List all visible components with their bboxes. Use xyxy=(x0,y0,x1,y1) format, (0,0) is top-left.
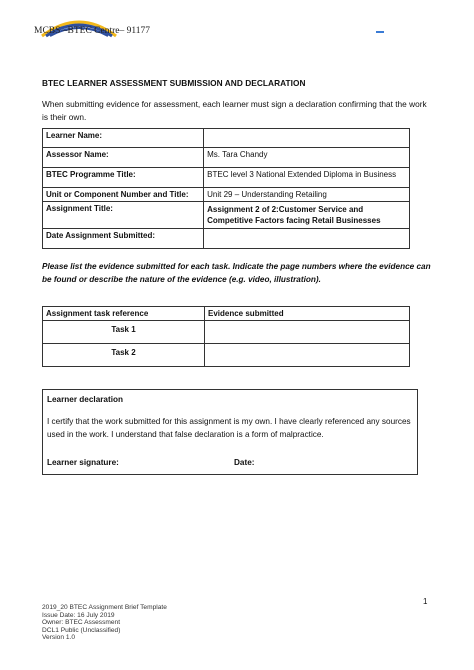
footer xyxy=(42,604,167,642)
task-reference: Task 2 xyxy=(43,344,205,367)
details-label: Assessor Name: xyxy=(43,148,204,168)
declaration-box xyxy=(42,389,418,475)
details-row xyxy=(43,229,410,249)
programme-title-value: BTEC level 3 National Extended Diploma in Business xyxy=(204,168,410,188)
column-header: Assignment task reference xyxy=(43,307,205,321)
evidence-field[interactable] xyxy=(205,321,410,344)
signature-label: Learner signature: xyxy=(47,458,119,467)
footer-line: DCL1 Public (Unclassified) xyxy=(42,626,121,634)
evidence-header-row xyxy=(43,307,410,321)
evidence-field[interactable] xyxy=(205,344,410,367)
intro-text: When submitting evidence for assessment, each learner must sign a declaration confirming that the work is their own. xyxy=(42,99,427,122)
column-header: Evidence submitted xyxy=(205,307,410,321)
evidence-instruction: Please list the evidence submitted for each task. Indicate the page numbers where the evidence can be found or describe the nature of the evidence (e.g. video, illustration). xyxy=(42,262,431,284)
date-submitted-field[interactable] xyxy=(204,229,410,249)
assessor-name-value: Ms. Tara Chandy xyxy=(204,148,410,168)
details-table xyxy=(42,128,410,249)
footer-line: Issue Date: 16 July 2019 xyxy=(42,611,115,619)
details-row xyxy=(43,202,410,229)
details-label: Learner Name: xyxy=(43,129,204,148)
page-number: 1 xyxy=(423,597,428,606)
details-row xyxy=(43,148,410,168)
task-reference: Task 1 xyxy=(43,321,205,344)
assignment-title-value: Assignment 2 of 2:Customer Service and Competitive Factors facing Retail Businesses xyxy=(204,202,410,229)
details-label: Unit or Component Number and Title: xyxy=(43,188,204,202)
details-row xyxy=(43,129,410,148)
accent-dash xyxy=(376,31,384,33)
centre-name: MCBS –BTEC Centre– 91177 xyxy=(34,26,151,36)
footer-line: Owner: BTEC Assessment xyxy=(42,619,121,627)
learner-name-field[interactable] xyxy=(204,129,410,148)
page-heading: BTEC LEARNER ASSESSMENT SUBMISSION AND DECLARATION xyxy=(42,78,306,88)
footer-line: Version 1.0 xyxy=(42,634,75,642)
details-label: Assignment Title: xyxy=(43,202,204,229)
evidence-table xyxy=(42,306,410,367)
signature-row xyxy=(47,458,407,467)
unit-title-value: Unit 29 – Understanding Retailing xyxy=(204,188,410,202)
declaration-title: Learner declaration xyxy=(47,395,123,404)
details-label: Date Assignment Submitted: xyxy=(43,229,204,249)
details-label: BTEC Programme Title: xyxy=(43,168,204,188)
footer-line: 2019_20 BTEC Assignment Brief Template xyxy=(42,604,167,611)
table-row xyxy=(43,321,410,344)
details-row xyxy=(43,188,410,202)
details-row xyxy=(43,168,410,188)
declaration-text: I certify that the work submitted for this assignment is my own. I have clearly referenced any sources used in the work. I understand that false declaration is a form of malpractice. xyxy=(47,417,411,439)
date-label: Date: xyxy=(234,458,255,467)
table-row xyxy=(43,344,410,367)
